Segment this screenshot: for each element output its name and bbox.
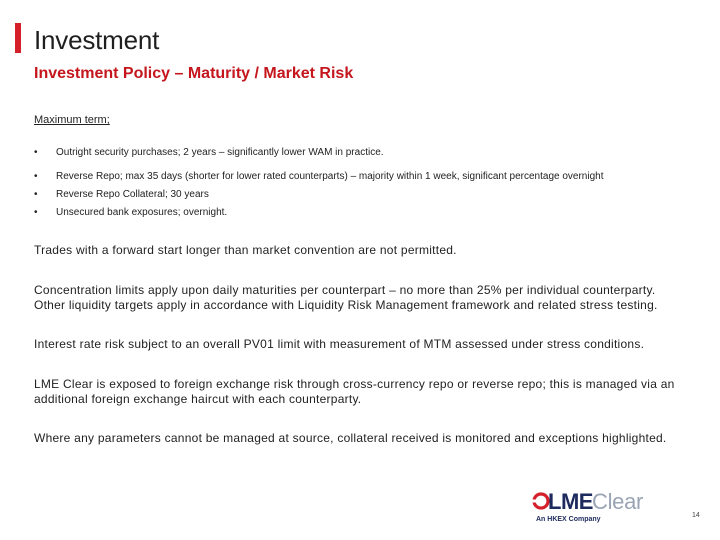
title-accent-bar [15, 23, 21, 53]
concentration-limits-paragraph: Concentration limits apply upon daily maturities per counterpart – no more than 25% per individual counterparty. Other liquidity targets apply in accordance with Liquidity Risk Management framework and related stress testing. [34, 283, 658, 312]
page-subtitle: Investment Policy – Maturity / Market Risk [34, 65, 354, 82]
bullet-icon: • [34, 147, 38, 158]
list-item [34, 147, 694, 159]
maximum-term-list [34, 147, 694, 219]
logo-tagline: An HKEX Company [536, 516, 601, 523]
list-item [34, 171, 694, 183]
fx-risk-paragraph: LME Clear is exposed to foreign exchange risk through cross-currency repo or reverse repo; this is managed via an additional foreign exchange haircut with each counterparty. [34, 377, 675, 406]
list-item [34, 189, 694, 201]
list-item [34, 207, 694, 219]
list-item-text: Outright security purchases; 2 years – significantly lower WAM in practice. [56, 147, 384, 158]
bullet-icon: • [34, 207, 38, 218]
list-item-text: Reverse Repo; max 35 days (shorter for lower rated counterparts) – majority within 1 week, significant percentage overnight [56, 171, 604, 182]
exceptions-paragraph: Where any parameters cannot be managed at source, collateral received is monitored and exceptions highlighted. [34, 431, 667, 445]
page-number: 14 [692, 512, 700, 519]
bullet-icon: • [34, 189, 38, 200]
logo-product-text: Clear [592, 489, 644, 514]
page-title: Investment [34, 25, 160, 55]
list-item-text: Unsecured bank exposures; overnight. [56, 207, 228, 218]
interest-rate-risk-paragraph: Interest rate risk subject to an overall PV01 limit with measurement of MTM assessed under stress conditions. [34, 337, 645, 351]
maximum-term-heading: Maximum term; [34, 114, 110, 126]
forward-start-paragraph: Trades with a forward start longer than market convention are not permitted. [34, 243, 457, 257]
bullet-icon: • [34, 171, 38, 182]
logo-brand-text: LME [548, 489, 593, 514]
lme-clear-logo [532, 488, 702, 528]
list-item-text: Reverse Repo Collateral; 30 years [56, 189, 209, 200]
